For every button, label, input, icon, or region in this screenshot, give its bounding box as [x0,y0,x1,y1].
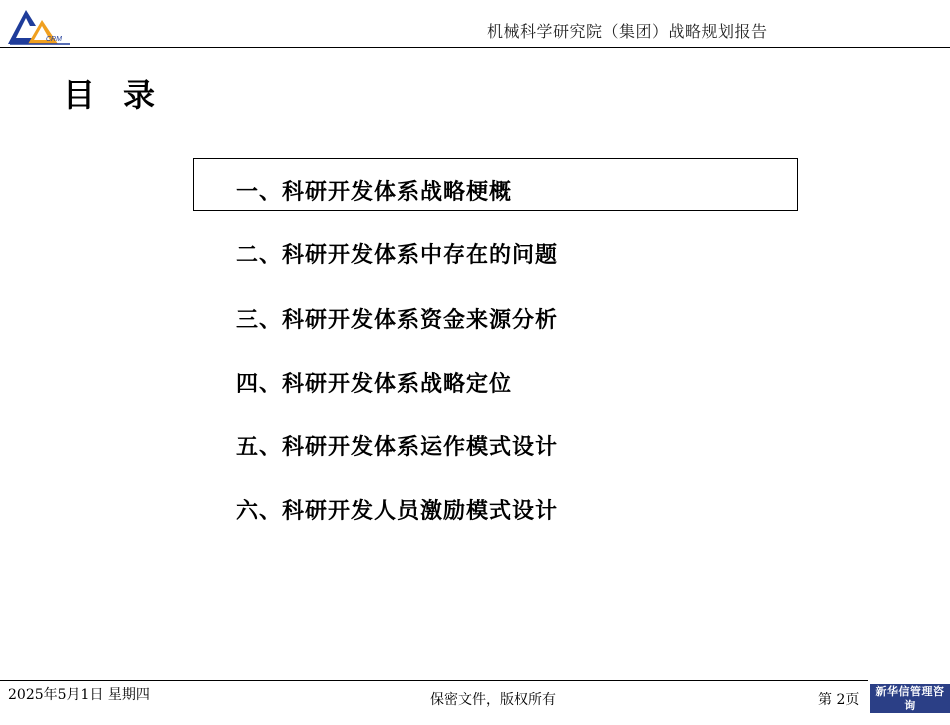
toc-item-5[interactable]: 五、科研开发体系运作模式设计 [236,435,559,460]
report-title: 机械科学研究院（集团）战略规划报告 [487,22,768,41]
footer-divider [0,680,868,681]
toc-item-3[interactable]: 三、科研开发体系资金来源分析 [236,308,559,333]
brand-logo [870,684,950,723]
footer-date: 2025年5月1日 星期四 [8,687,150,703]
confidential-notice: 保密文件，版权所有 [430,692,556,708]
toc-item-1[interactable]: 一、科研开发体系战略梗概 [236,180,513,205]
page-number: 第 2页 [818,692,860,708]
toc-item-4[interactable]: 四、科研开发体系战略定位 [236,372,513,397]
logo-text: CRM [46,36,62,43]
brand-name-en: SINOTRUST [879,714,941,723]
page-title: 目录 [63,76,184,114]
toc-item-6[interactable]: 六、科研开发人员激励模式设计 [236,499,559,524]
brand-name-cn: 新华信管理咨询 [875,685,945,712]
toc-item-2[interactable]: 二、科研开发体系中存在的问题 [236,243,559,268]
